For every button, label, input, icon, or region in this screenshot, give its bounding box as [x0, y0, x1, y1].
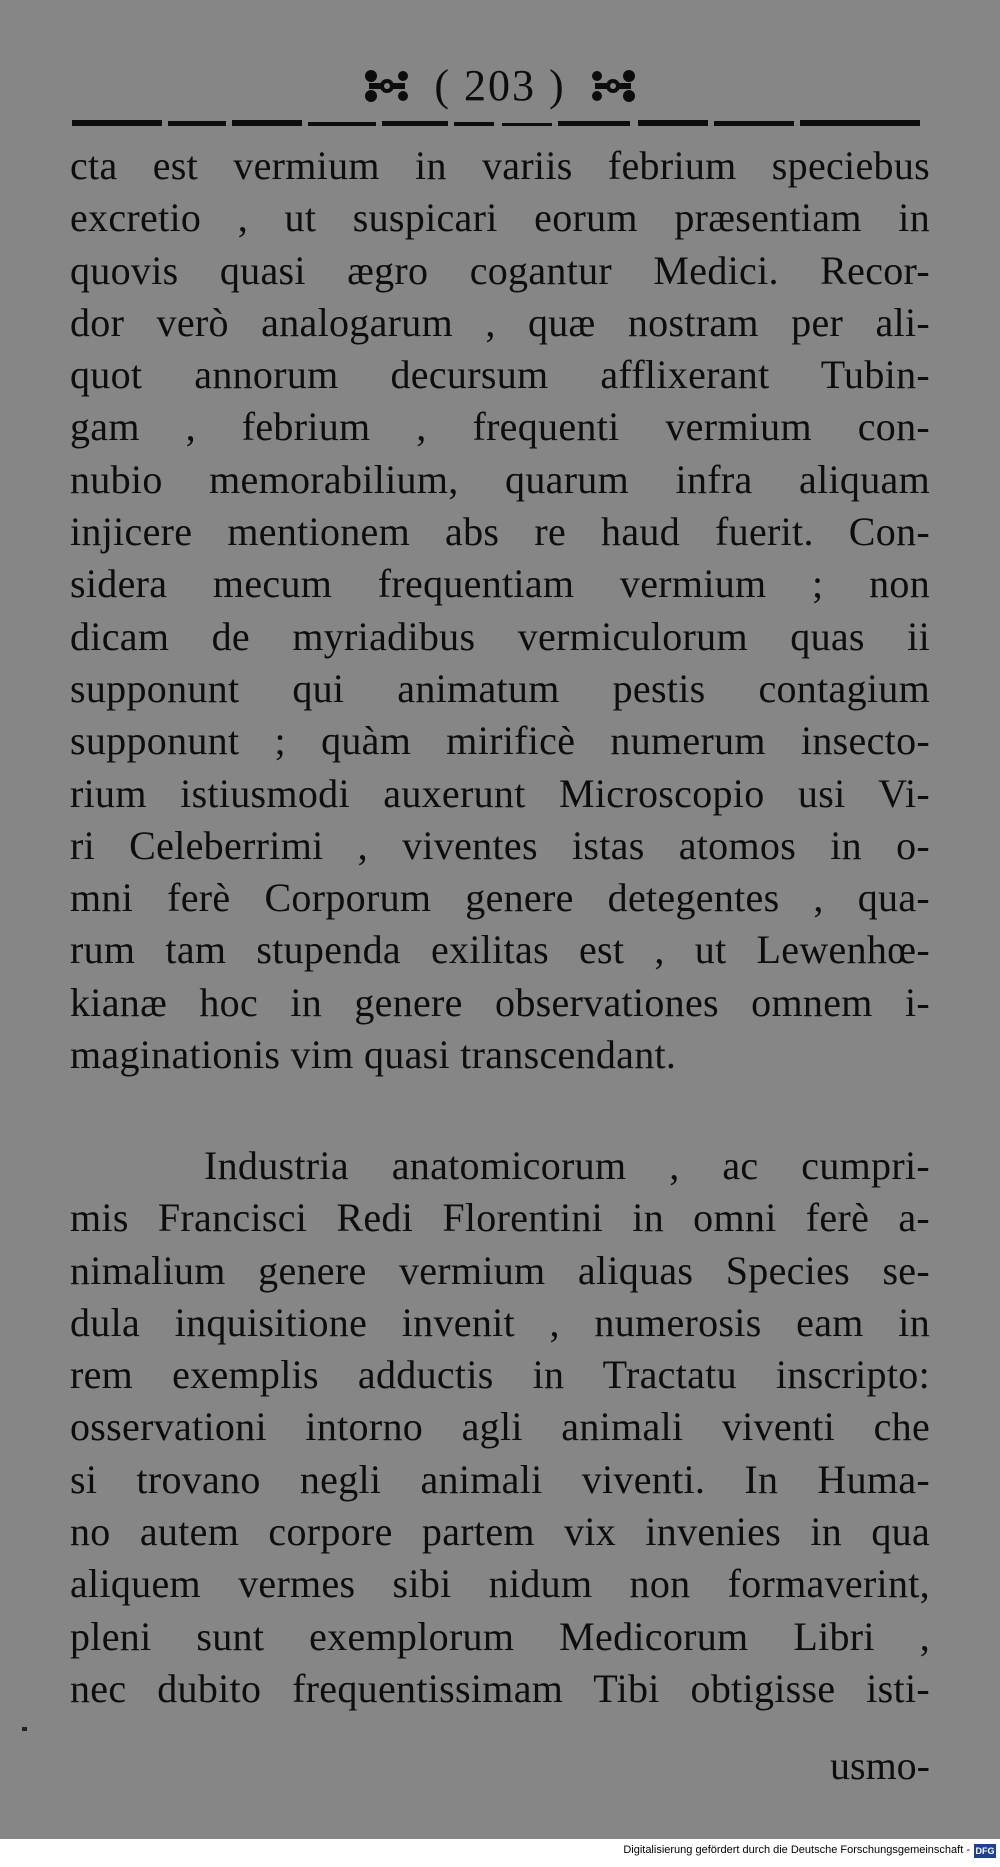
dfg-logo-icon: DFG	[975, 1846, 995, 1856]
text-line: rium istiusmodi auxerunt Microscopio usi Vi-	[70, 770, 930, 816]
catchword: usmo-	[830, 1743, 930, 1788]
text-line: excretio , ut suspicari eorum præsentiam in	[70, 195, 930, 241]
text-line: Industria anatomicorum , ac cumpri-	[204, 1143, 930, 1188]
text-line: quovis quasi ægro cogantur Medici. Recor-	[70, 247, 930, 293]
text-line: nubio memorabilium, quarum infra aliquam	[70, 456, 930, 502]
text-line: dicam de myriadibus vermiculorum quas ii	[70, 613, 930, 659]
text-line: injicere mentionem abs re haud fuerit. Con-	[70, 509, 930, 555]
text-line: ri Celeberrimi , viventes istas atomos in o-	[70, 822, 930, 868]
text-line: gam , febrium , frequenti vermium con-	[70, 404, 930, 450]
footer-credit: Digitalisierung gefördert durch die Deutsche Forschungsgemeinschaft -	[623, 1844, 970, 1856]
text-line: nec dubito frequentissimam Tibi obtigisse isti-	[70, 1665, 930, 1711]
paragraph-1	[70, 140, 930, 1081]
text-line: dula inquisitione invenit , numerosis eam in	[70, 1299, 930, 1345]
text-line: cta est vermium in variis febrium speciebus	[70, 143, 930, 188]
text-line: osservationi intorno agli animali viventi che	[70, 1404, 930, 1450]
text-line: aliquem vermes sibi nidum non formaverint,	[70, 1561, 930, 1607]
page-header	[0, 52, 1000, 112]
text-line: dor verò analogarum , quæ nostram per ali-	[70, 299, 930, 345]
text-line: quot annorum decursum afflixerant Tubin-	[70, 352, 930, 398]
digitization-footer	[0, 1839, 1000, 1867]
text-line: kianæ hoc in genere observationes omnem i-	[70, 979, 930, 1025]
header-rule	[72, 118, 920, 128]
text-line: pleni sunt exemplorum Medicorum Libri ,	[70, 1613, 930, 1659]
text-line: supponunt ; quàm mirificè numerum insecto-	[70, 718, 930, 764]
text-line: maginationis vim quasi transcendant.	[70, 1032, 677, 1078]
text-line: nimalium genere vermium aliquas Species se-	[70, 1247, 930, 1293]
text-line: rum tam stupenda exilitas est , ut Lewenhœ-	[70, 927, 930, 973]
text-line: mni ferè Corporum genere detegentes , qua-	[70, 875, 930, 921]
text-line: supponunt qui animatum pestis contagium	[70, 665, 930, 711]
ink-speck	[22, 1727, 27, 1731]
fleuron-left-icon	[361, 66, 413, 106]
page-number: ( 203 )	[434, 60, 566, 110]
text-line: no autem corpore partem vix invenies in qua	[70, 1509, 930, 1555]
paragraph-2	[70, 1140, 930, 1715]
text-line: rem exemplis adductis in Tractatu inscripto:	[70, 1352, 930, 1398]
text-line: si trovano negli animali viventi. In Huma-	[70, 1456, 930, 1502]
text-line: sidera mecum frequentiam vermium ; non	[70, 561, 930, 607]
text-line: mis Francisci Redi Florentini in omni ferè a-	[70, 1195, 930, 1241]
fleuron-right-icon	[587, 66, 639, 106]
